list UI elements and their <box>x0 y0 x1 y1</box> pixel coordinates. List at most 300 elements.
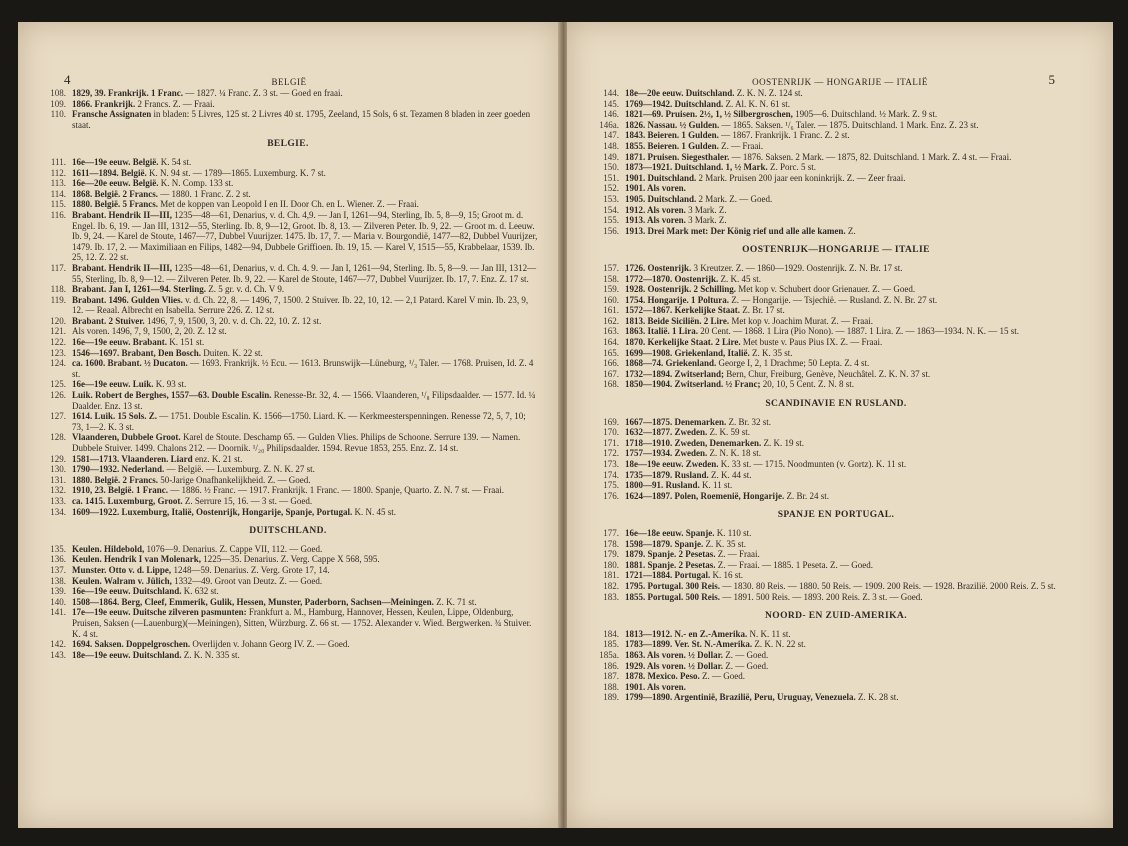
lot-details: Met kop v. Schubert door Grienauer. Z. — Goed. <box>736 284 916 295</box>
lot-description <box>72 475 538 486</box>
lot-number: 151. <box>603 172 619 183</box>
lot-details: Z. Br. 17 st. <box>740 305 785 316</box>
lot-title: 1901. Als voren. <box>625 681 686 692</box>
lot-title: 1581—1713. Vlaanderen. Liard <box>72 453 193 464</box>
lot-number: 131. <box>50 474 66 485</box>
lot-entry <box>38 178 538 189</box>
lot-description <box>625 459 1081 470</box>
lot-details: N. K. 11 st. <box>747 628 791 639</box>
lot-description <box>625 274 1081 285</box>
lot-number: 172. <box>603 448 619 459</box>
lot-description <box>72 199 538 210</box>
lot-entry <box>591 162 1081 173</box>
lot-details: Z. Al. K. N. 61 st. <box>723 98 791 109</box>
lot-number: 157. <box>603 262 619 273</box>
lot-number: 173. <box>603 459 619 469</box>
lot-description <box>625 448 1081 459</box>
lot-number: 140. <box>50 596 66 607</box>
lot-details: Bern, Chur, Freiburg, Genève, Neuchâtel. Z. K. N. 37 st. <box>724 368 931 379</box>
lot-title: 1783—1899. Ver. St. N.-Amerika. <box>625 639 753 650</box>
lot-details: K. N. 45 st. <box>352 506 397 517</box>
lot-description <box>625 438 1081 449</box>
lot-title: 16e—19e eeuw. België. <box>72 156 159 167</box>
lot-number: 183. <box>603 591 619 602</box>
lot-title: 1572—1867. Kerkelijke Staat. <box>625 305 740 316</box>
lot-description <box>625 570 1081 581</box>
lot-description <box>72 464 538 475</box>
lot-number: 146. <box>603 109 619 120</box>
lot-description <box>72 157 538 168</box>
lot-entry <box>591 379 1081 390</box>
lot-entry <box>38 565 538 576</box>
lot-number: 124. <box>50 358 66 369</box>
lot-details: — 1876. Saksen. 2 Mark. — 1875, 82. Duitschland. 1 Mark. Z. 4 st. — Fraai. <box>729 151 1012 162</box>
lot-number: 145. <box>603 98 619 109</box>
right-running-head: OOSTENRIJK — HONGARIJE — ITALIË <box>752 77 928 87</box>
lot-description <box>625 358 1081 369</box>
lot-entry <box>38 99 538 110</box>
lot-number: 148. <box>603 140 619 151</box>
lot-title: 1866. Frankrijk. <box>72 98 136 109</box>
lot-number: 177. <box>603 527 619 538</box>
lot-description <box>625 194 1081 205</box>
lot-details: K. 93 st. <box>153 379 187 390</box>
lot-number: 152. <box>603 183 619 194</box>
lot-description <box>72 295 538 316</box>
lot-description <box>625 152 1081 163</box>
lot-title: 1813—1912. N.- en Z.-Amerika. <box>625 628 748 639</box>
lot-entry <box>38 586 538 597</box>
lot-entry <box>591 141 1081 152</box>
lot-number: 118. <box>50 284 66 295</box>
lot-title: ca. 1415. Luxemburg, Groot. <box>72 495 183 506</box>
lot-description <box>625 173 1081 184</box>
section-heading: SCANDINAVIE EN RUSLAND. <box>765 399 907 410</box>
section-heading: OOSTENRIJK—HONGARIJE — ITALIE <box>742 245 930 256</box>
lot-details: K. 110 st. <box>714 527 752 538</box>
lot-entry <box>591 88 1081 99</box>
lot-entry <box>591 284 1081 295</box>
lot-description <box>625 316 1081 327</box>
lot-title: ca. 1600. Brabant. ½ Ducaton. <box>72 358 188 369</box>
lot-description <box>625 109 1081 120</box>
lot-title: 1821—69. Pruisen. 2½, 1, ½ Silbergroschen, <box>625 109 793 120</box>
section-heading: BELGIE. <box>267 139 309 150</box>
lot-number: 186. <box>603 660 619 671</box>
lot-description <box>72 607 538 639</box>
lot-title: 1871. Pruisen. Siegesthaler. <box>625 151 730 162</box>
lot-number: 184. <box>603 628 619 639</box>
lot-title: Keulen. Hendrik I van Molenark, <box>72 554 202 565</box>
lot-description <box>625 581 1081 592</box>
lot-title: 1928. Oostenrijk. 2 Schilling. <box>625 284 737 295</box>
lot-entry <box>38 554 538 565</box>
lot-details: — 1867. Frankrijk. 1 Franc. Z. 2 st. <box>718 130 850 141</box>
lot-entry <box>38 157 538 168</box>
lot-details: Z. — Fraai. <box>718 140 764 151</box>
lot-details: Met de koppen van Leopold I en II. Door Ch. en L. Wiener. Z. — Fraai. <box>158 199 419 210</box>
lot-title: Fransche Assignaten <box>72 109 152 120</box>
lot-number: 187. <box>603 671 619 682</box>
lot-details: — België. — Luxemburg. Z. N. K. 27 st. <box>164 464 315 475</box>
lot-entry <box>591 581 1081 592</box>
lot-title: 1863. Als voren. ½ Dollar. <box>625 649 724 660</box>
lot-number: 129. <box>50 453 66 464</box>
lot-number: 150. <box>603 162 619 173</box>
section-heading: SPANJE EN PORTUGAL. <box>777 510 895 521</box>
lot-description <box>72 316 538 327</box>
lot-title: 16e—20e eeuw. België. <box>72 178 159 189</box>
lot-number: 147. <box>603 130 619 141</box>
lot-details: Met buste v. Paus Pius IX. Z. — Fraai. <box>740 337 883 348</box>
lot-details: — 1830. 80 Reis. — 1880. 50 Reis. — 1909. 200 Reis. — 1928. Brazilië. 2000 Reis. Z. 5 st. <box>720 580 1056 591</box>
lot-number: 174. <box>603 469 619 480</box>
lot-description <box>625 661 1081 672</box>
lot-description <box>625 162 1081 173</box>
lot-entry <box>591 305 1081 316</box>
lot-description <box>72 507 538 518</box>
lot-number: 178. <box>603 538 619 549</box>
lot-entry <box>38 597 538 608</box>
lot-details: Z. K. N. Z. 124 st. <box>734 88 803 98</box>
lot-number: 171. <box>603 437 619 448</box>
lot-description <box>625 629 1081 640</box>
lot-details: 1332—49. Groot van Deutz. Z. — Goed. <box>171 575 323 586</box>
lot-title: 1721—1884. Portugal. <box>625 570 711 581</box>
lot-details: — 1865. Saksen. ¹/₆ Taler. — 1875. Duitschland. 1 Mark. Enz. Z. 23 st. <box>719 119 979 130</box>
lot-description <box>72 639 538 650</box>
left-catalogue-list <box>38 88 538 660</box>
lot-description <box>625 99 1081 110</box>
lot-title: 18e—19e eeuw. Zweden. <box>625 459 719 469</box>
lot-entry <box>38 199 538 210</box>
lot-entry <box>38 496 538 507</box>
lot-number: 156. <box>603 225 619 236</box>
lot-number: 169. <box>603 416 619 427</box>
lot-title: 1699—1908. Griekenland, Italië. <box>625 347 750 358</box>
lot-title: 1546—1697. Brabant, Den Bosch. <box>72 347 202 358</box>
lot-number: 188. <box>603 681 619 692</box>
lot-description <box>625 491 1081 502</box>
lot-title: 1795. Portugal. 300 Reis. <box>625 580 720 591</box>
left-page-number: 4 <box>64 72 71 87</box>
lot-number: 110. <box>50 109 66 120</box>
lot-entry <box>38 544 538 555</box>
lot-description <box>72 379 538 390</box>
lot-description <box>72 178 538 189</box>
lot-number: 119. <box>50 294 66 305</box>
lot-details: K. 632 st. <box>181 586 219 597</box>
lot-number: 121. <box>50 326 66 337</box>
lot-entry <box>38 295 538 316</box>
lot-number: 126. <box>50 390 66 401</box>
lot-entry <box>38 326 538 337</box>
lot-details: Z. K. 35 st. <box>749 347 793 358</box>
lot-details: K. 54 st. <box>158 156 192 167</box>
lot-details: Als voren. 1496, 7, 9, 1500, 2, 20. Z. 12 st. <box>72 326 227 337</box>
lot-entry <box>591 650 1081 661</box>
lot-description <box>72 390 538 411</box>
lot-title: 1855. Portugal. 500 Reis. <box>625 591 720 602</box>
lot-entry <box>38 454 538 465</box>
lot-number: 163. <box>603 326 619 337</box>
lot-details: Z. — Hongarije. — Tsjechië. — Rusland. Z. N. Br. 27 st. <box>729 294 938 305</box>
lot-number: 181. <box>603 570 619 581</box>
lot-details: 1248—59. Denarius. Z. Verg. Grote 17, 14. <box>171 564 330 575</box>
lot-entry <box>591 173 1081 184</box>
lot-title: 1878. Mexico. Peso. <box>625 671 700 682</box>
lot-number: 117. <box>50 262 66 273</box>
lot-number: 139. <box>50 586 66 597</box>
lot-entry <box>38 189 538 200</box>
lot-description <box>625 650 1081 661</box>
lot-title: 1873—1921. Duitschland. 1, ½ Mark. <box>625 162 768 173</box>
lot-title: 1609—1922. Luxemburg, Italië, Oostenrijk, Hongarije, Spanje, Portugal. <box>72 506 353 517</box>
lot-entry <box>591 417 1081 428</box>
lot-description <box>72 358 538 379</box>
lot-description <box>72 284 538 295</box>
lot-number: 167. <box>603 368 619 379</box>
lot-description <box>72 586 538 597</box>
lot-number: 115. <box>50 199 66 210</box>
lot-details: Z. Porc. 5 st. <box>767 162 817 173</box>
lot-number: 116. <box>50 209 66 220</box>
lot-description <box>72 189 538 200</box>
lot-number: 137. <box>50 564 66 575</box>
lot-details: 1235—48—61, Denarius, v. d. Ch. 4. 9. — Jan I, 1261—94, Sterling. Ib. 5, 8—9. — Jan III, 1312—55, Sterling, Ib. 8, 9—12. — Zilveren Peter. Ib. 9, 22. — Karel de Stoute, 1467—77, Dubbel Vuurijzer. Ib. 17, 7. Enz. Z. 17 st. <box>72 262 537 284</box>
lot-description <box>625 379 1081 390</box>
lot-entry <box>38 432 538 453</box>
lot-entry <box>38 650 538 661</box>
lot-title: 1901. Duitschland. <box>625 172 697 183</box>
lot-details: Z. N. K. 18 st. <box>707 448 762 459</box>
lot-number: 113. <box>50 178 66 189</box>
lot-entry <box>591 661 1081 672</box>
lot-entry <box>591 470 1081 481</box>
lot-title: 1870. Kerkelijke Staat. 2 Lire. <box>625 337 741 348</box>
lot-entry <box>38 576 538 587</box>
lot-entry <box>38 109 538 130</box>
lot-description <box>625 682 1081 693</box>
lot-description <box>625 560 1081 571</box>
lot-details: Z. K. 71 st. <box>433 596 477 607</box>
lot-title: 1826. Nassau. ½ Gulden. <box>625 119 720 130</box>
lot-entry <box>38 411 538 432</box>
lot-number: 144. <box>603 88 619 98</box>
lot-number: 179. <box>603 549 619 560</box>
lot-entry <box>38 607 538 639</box>
lot-details: Z. — Goed. <box>723 660 769 671</box>
lot-details: in bladen: 5 Livres, 125 st. 2 Livres 40 st. 1795, Zeeland, 15 Sols, 6 st. Tezamen 8 bladen in zeer goeden staat. <box>72 109 531 130</box>
lot-details: Renesse-Br. 32, 4. — 1566. Vlaanderen, ¹/₈ Filipsdaalder. — 1577. Id. ¼ Daalder. Enz. 13 st. <box>72 390 536 411</box>
lot-entry <box>38 337 538 348</box>
lot-details: Z. — Fraai. <box>715 549 760 560</box>
lot-description <box>625 205 1081 216</box>
lot-details: 1076—9. Denarius. Z. Cappe VII, 112. — Goed. <box>144 543 323 554</box>
lot-title: 16e—19e eeuw. Luik. <box>72 379 154 390</box>
lot-number: 185a. <box>599 649 619 660</box>
lot-details: — 1880. 1 Franc. Z. 2 st. <box>158 188 251 199</box>
lot-number: 170. <box>603 427 619 438</box>
lot-number: 130. <box>50 464 66 475</box>
lot-description <box>625 417 1081 428</box>
lot-entry <box>591 639 1081 650</box>
lot-title: 1850—1904. Zwitserland. ½ Franc; <box>625 379 761 390</box>
lot-description <box>625 539 1081 550</box>
lot-number: 133. <box>50 495 66 506</box>
lot-title: 1790—1932. Nederland. <box>72 464 165 475</box>
lot-details: Z. K. 59 st. <box>707 427 751 438</box>
lot-number: 143. <box>50 649 66 660</box>
lot-description <box>72 210 538 263</box>
lot-details: Z. Br. 32 st. <box>726 416 772 427</box>
left-running-head: BELGIË <box>271 77 307 87</box>
lot-details: 3 Mark. Z. <box>685 215 727 226</box>
lot-details: — 1891. 500 Reis. — 1893. 200 Reis. Z. 3 st. — Goed. <box>720 591 923 602</box>
lot-title: Brabant. Jan I, 1261—94. Sterling. <box>72 284 207 295</box>
lot-title: 1912. Als voren. <box>625 204 686 215</box>
lot-number: 182. <box>603 580 619 591</box>
lot-description <box>625 263 1081 274</box>
lot-title: 16e—18e eeuw. Spanje. <box>625 527 715 538</box>
lot-title: 1855. Beieren. 1 Gulden. <box>625 140 719 151</box>
lot-number: 155. <box>603 215 619 226</box>
lot-title: 1694. Saksen. Doppelgroschen. <box>72 639 191 650</box>
lot-entry <box>591 337 1081 348</box>
lot-description <box>72 348 538 359</box>
lot-entry <box>591 539 1081 550</box>
lot-number: 146a. <box>599 119 619 130</box>
lot-description <box>72 554 538 565</box>
lot-description <box>625 592 1081 603</box>
lot-details: Z. Br. 24 st. <box>784 490 829 501</box>
lot-description <box>72 168 538 179</box>
lot-entry <box>591 295 1081 306</box>
lot-entry <box>591 592 1081 603</box>
lot-number: 142. <box>50 639 66 650</box>
lot-number: 132. <box>50 485 66 496</box>
lot-number: 108. <box>50 88 66 98</box>
lot-entry <box>591 570 1081 581</box>
lot-entry <box>591 263 1081 274</box>
lot-title: Keulen. Hildebold, <box>72 543 145 554</box>
lot-description <box>625 337 1081 348</box>
lot-details: 3 Mark. Z. <box>685 204 727 215</box>
lot-description <box>72 454 538 465</box>
lot-title: 1905. Duitschland. <box>625 193 697 204</box>
lot-title: 1718—1910. Zweden, Denemarken. <box>625 437 762 448</box>
lot-number: 160. <box>603 294 619 305</box>
lot-description <box>72 576 538 587</box>
lot-title: 1880. België. 5 Francs. <box>72 199 158 210</box>
lot-number: 125. <box>50 379 66 390</box>
lot-title: 1901. Als voren. <box>625 183 686 194</box>
lot-description <box>625 183 1081 194</box>
lot-number: 136. <box>50 554 66 565</box>
lot-description <box>625 295 1081 306</box>
lot-title: 1508—1864. Berg, Cleef, Emmerik, Gulik, Hessen, Munster, Paderborn, Sachsen—Meiningen. <box>72 596 434 607</box>
lot-title: Luik. Robert de Berghes, 1557—63. Double Escalin. <box>72 390 272 401</box>
lot-description <box>72 99 538 110</box>
lot-description <box>72 485 538 496</box>
lot-details: 1905—6. Duitschland. ½ Mark. Z. 9 st. <box>792 109 938 120</box>
lot-details: — 1693. Frankrijk. ½ Ecu. — 1613. Brunswijk—Lüneburg, ¹/₃ Taler. — 1768. Pruisen, Id. Z. 4 st. <box>72 358 534 379</box>
lot-description <box>625 305 1081 316</box>
left-page <box>18 22 560 828</box>
lot-title: 1863. Italië. 1 Lira. <box>625 326 698 337</box>
lot-details: George I, 2, 1 Drachme; 50 Lepta. Z. 4 st. <box>716 358 870 369</box>
lot-description <box>72 496 538 507</box>
lot-number: 168. <box>603 379 619 390</box>
lot-number: 111. <box>50 156 66 167</box>
lot-description <box>625 639 1081 650</box>
lot-title: 1772—1870. Oostenrijk. <box>625 273 719 284</box>
lot-title: 1624—1897. Polen, Roemenië, Hongarije. <box>625 490 785 501</box>
lot-details: 3 Kreutzer. Z. — 1860—1929. Oostenrijk. Z. N. Br. 17 st. <box>691 262 903 273</box>
lot-details: 1496, 7, 9, 1500, 3, 20. v. d. Ch. 22, 10. Z. 12 st. <box>144 315 322 326</box>
lot-details: — 1751. Double Escalin. K. 1566—1750. Liard. K. — Kerkmeesterspenningen. Renesse 72, 5, 7, 10; 73, 1—2. K. 3 st. <box>72 411 526 432</box>
lot-entry <box>38 348 538 359</box>
lot-number: 162. <box>603 315 619 326</box>
lot-details: K. N. Comp. 133 st. <box>158 178 234 189</box>
lot-entry <box>591 326 1081 337</box>
lot-details: Overlijden v. Johann Georg IV. Z. — Goed. <box>190 639 350 650</box>
lot-entry <box>591 316 1081 327</box>
right-catalogue-list <box>591 88 1081 703</box>
lot-number: 185. <box>603 639 619 650</box>
lot-number: 159. <box>603 284 619 295</box>
right-page <box>567 22 1113 828</box>
lot-description <box>625 671 1081 682</box>
lot-entry <box>591 629 1081 640</box>
lot-details: 50-Jarige Onafhankelijkheid. Z. — Goed. <box>158 474 311 485</box>
lot-entry <box>591 438 1081 449</box>
lot-description <box>625 284 1081 295</box>
lot-details: Frankfurt a. M., Hamburg, Hannover, Hessen, Keulen, Lippe, Oldenburg, Pruisen, Saksen (—Lauenburg)(—Meiningen), Sitten, Würzburg. Z. 66 st. — 1752. Alexander v. Wied. Bergwerken. ¾ Stuiver. K. 4 st. <box>72 607 532 639</box>
lot-entry <box>38 168 538 179</box>
lot-entry <box>591 274 1081 285</box>
lot-number: 135. <box>50 543 66 554</box>
lot-title: 1614. Luik. 15 Sols. Z. <box>72 411 158 422</box>
lot-details: 1225—35. Denarius. Z. Verg. Cappe X 568, 595. <box>201 554 380 565</box>
lot-description <box>625 692 1081 703</box>
lot-title: 18e—19e eeuw. Duitschland. <box>72 649 182 660</box>
lot-title: 1611—1894. België. <box>72 167 147 178</box>
lot-details: K. N. 94 st. — 1789—1865. Luxemburg. K. 7 st. <box>146 167 326 178</box>
lot-description <box>72 326 538 337</box>
lot-number: 138. <box>50 575 66 586</box>
lot-entry <box>591 183 1081 194</box>
lot-title: 1910, 23. België. 1 Franc. <box>72 485 168 496</box>
lot-number: 153. <box>603 193 619 204</box>
lot-number: 180. <box>603 559 619 570</box>
lot-entry <box>591 348 1081 359</box>
lot-description <box>625 549 1081 560</box>
lot-details: Z. K. 45 st. <box>718 273 761 284</box>
lot-entry <box>591 427 1081 438</box>
lot-number: 161. <box>603 305 619 316</box>
lot-details: Duiten. K. 22 st. <box>201 347 263 358</box>
lot-details: — 1827. ¼ Franc. Z. 3 st. — Goed en fraai. <box>183 88 343 98</box>
lot-entry <box>591 480 1081 491</box>
lot-title: 1868—74. Griekenland. <box>625 358 717 369</box>
lot-description <box>72 432 538 453</box>
lot-number: 149. <box>603 151 619 162</box>
lot-title: 1799—1890. Argentinië, Brazilië, Peru, Uruguay, Venezuela. <box>625 692 856 703</box>
lot-entry <box>591 226 1081 237</box>
lot-number: 176. <box>603 490 619 501</box>
lot-details: Z. K. 44 st. <box>708 469 752 480</box>
